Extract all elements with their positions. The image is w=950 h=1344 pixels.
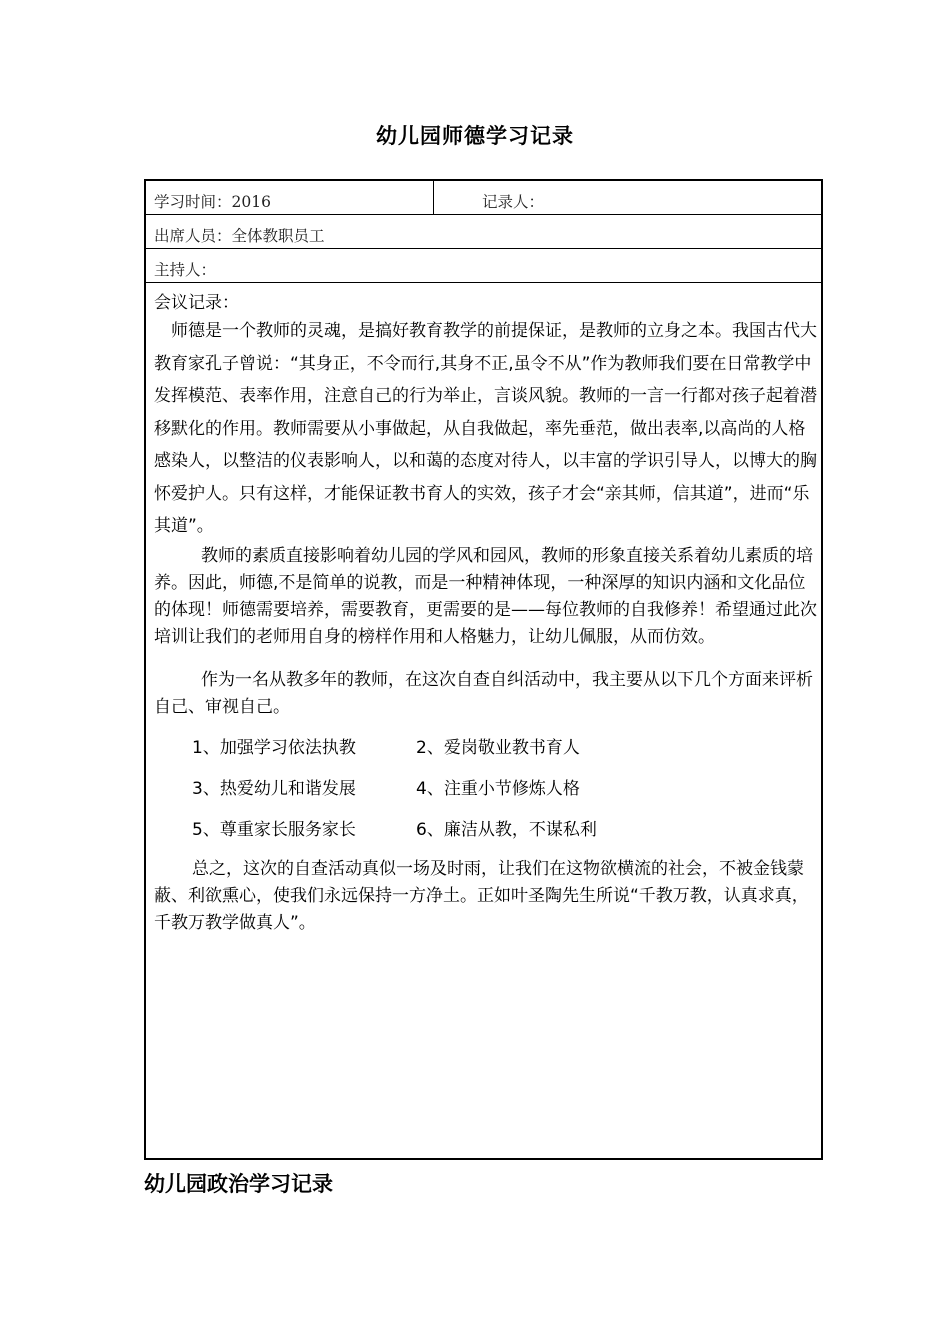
list-item: 3、热爱幼儿和谐发展 bbox=[192, 778, 356, 799]
notes-heading: 会议记录： bbox=[154, 293, 239, 313]
next-section-title: 幼儿园政治学习记录 bbox=[144, 1171, 333, 1196]
notes-paragraph-3: 作为一名从教多年的教师，在这次自查自纠活动中，我主要从以下几个方面来评析自己、审视自己。 bbox=[154, 669, 813, 717]
row-time-recorder bbox=[146, 181, 821, 215]
list-row bbox=[154, 776, 818, 803]
cell-divider bbox=[433, 181, 434, 214]
list-item: 1、加强学习依法执教 bbox=[192, 737, 356, 758]
notes-paragraph-2: 教师的素质直接影响着幼儿园的学风和园风，教师的形象直接关系着幼儿素质的培养。因此，师德,不是简单的说教，而是一种精神体现，一种深厚的知识内涵和文化品位的体现！师德需要培养，需要教育，更需要的是——每位教师的自我修养！希望通过此次培训让我们的老师用自身的榜样作用和人格魅力，让幼儿佩服，从而仿效。 bbox=[154, 545, 817, 647]
row-attendees bbox=[146, 215, 821, 249]
list-item: 4、注重小节修炼人格 bbox=[416, 778, 580, 799]
list-item: 6、廉洁从教，不谋私利 bbox=[416, 819, 597, 840]
list-item: 5、尊重家长服务家长 bbox=[192, 819, 356, 840]
notes-paragraph-4: 总之，这次的自查活动真似一场及时雨，让我们在这物欲横流的社会，不被金钱蒙蔽、利欲熏心，使我们永远保持一方净土。正如叶圣陶先生所说“千教万教，认真求真，千教万教学做真人”。 bbox=[154, 858, 809, 933]
list-item: 2、爱岗敬业教书育人 bbox=[416, 737, 580, 758]
notes-paragraph-1: 师德是一个教师的灵魂，是搞好教育教学的前提保证，是教师的立身之本。我国古代大教育家孔子曾说：“其身正，不令而行,其身不正,虽令不从”作为教师我们要在日常教学中发挥模范、表率作用，注意自己的行为举止，言谈风貌。教师的一言一行都对孩子起着潜移默化的作用。教师需要从小事做起，从自我做起，率先垂范，做出表率,以高尚的人格感染人，以整洁的仪表影响人，以和蔼的态度对待人，以丰富的学识引导人，以博大的胸怀爱护人。只有这样，才能保证教书育人的实效，孩子才会“亲其师，信其道”，进而“乐其道”。 bbox=[154, 321, 817, 536]
row-host bbox=[146, 249, 821, 283]
page-title: 幼儿园师德学习记录 bbox=[376, 124, 574, 148]
host-field: 主持人： bbox=[154, 261, 217, 279]
list-row bbox=[154, 817, 818, 844]
attendees-field: 出席人员：全体教职员工 bbox=[154, 227, 325, 245]
meeting-notes bbox=[154, 291, 818, 937]
recorder-field: 记录人： bbox=[482, 193, 545, 211]
list-row bbox=[154, 735, 818, 762]
study-time-field: 学习时间：2016 bbox=[154, 193, 271, 211]
record-table bbox=[144, 179, 823, 1160]
